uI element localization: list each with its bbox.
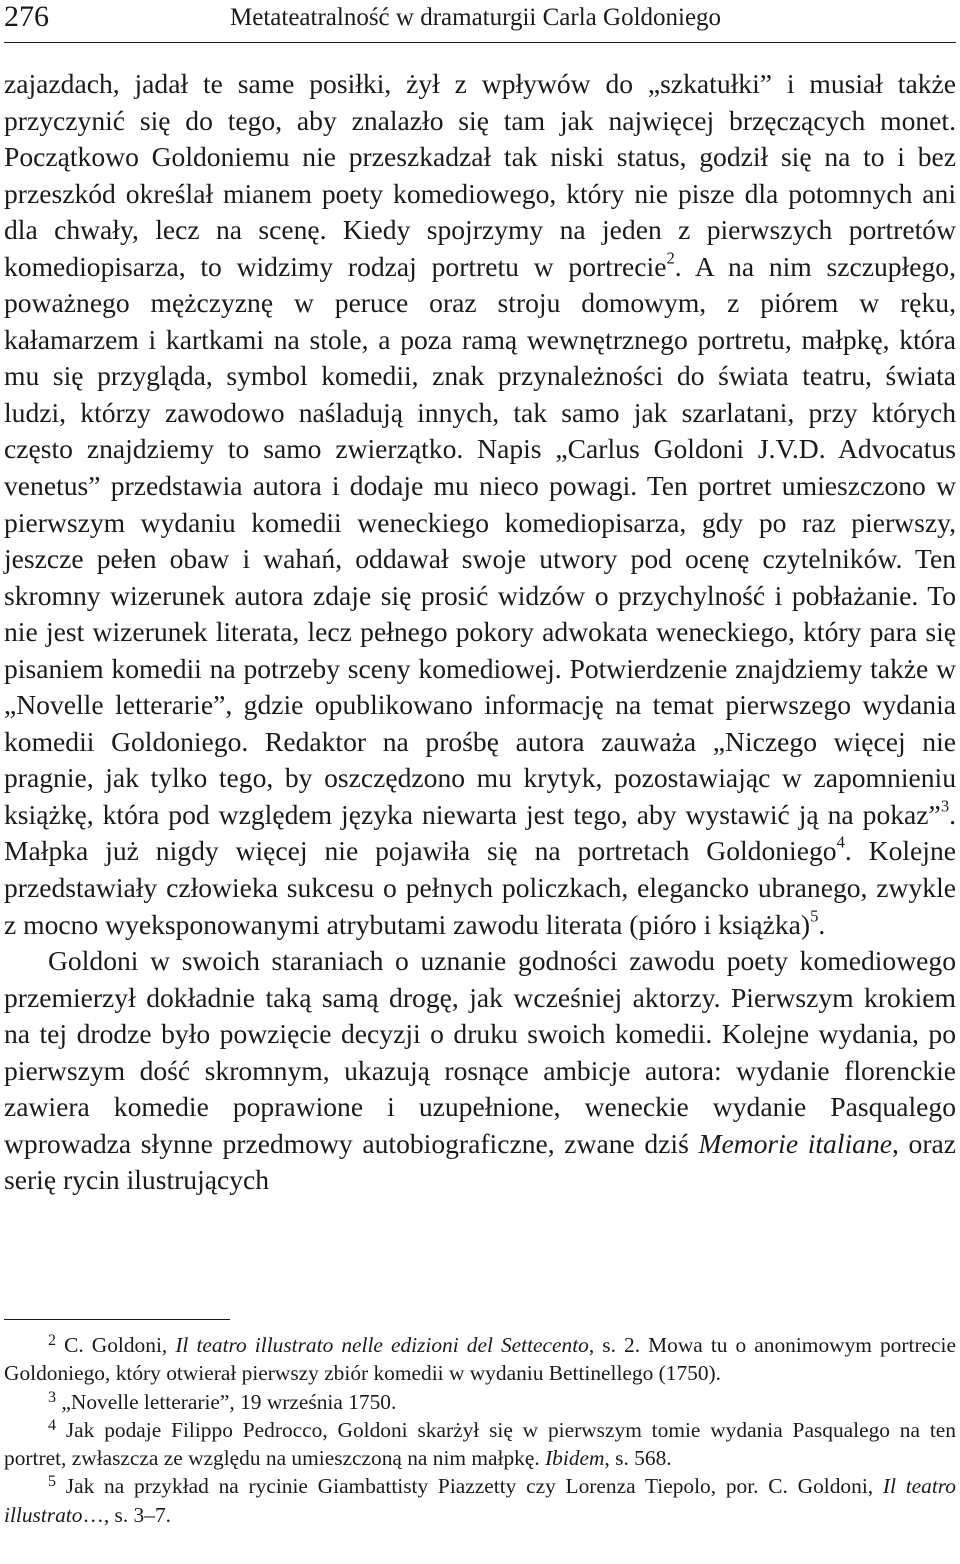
footnote-text: Jak na przykład na rycinie Giambattisty Piazzetty czy Lorenza Tiepolo, por. C. Goldoni, (65, 1474, 883, 1499)
italic-title: Il teatro illustrato (4, 1474, 956, 1527)
footnote-ref: 3 (940, 796, 950, 816)
footnote-text: Jak podaje Filippo Pedrocco, Goldoni skarżył się w pierwszym tomie wydania Pasqualego na ten portret, zwłaszcza ze względu na umieszczoną na nim małpkę. (4, 1417, 956, 1471)
footnote (4, 1416, 956, 1473)
paragraph (4, 66, 956, 943)
footnotes (4, 1331, 956, 1529)
italic-title: Ibidem (545, 1446, 605, 1471)
footnote-text: C. Goldoni, (64, 1333, 176, 1357)
paragraph-text: . A na nim szczupłego, poważnego mężczyznę w peruce oraz stroju domowym, z piórem w ręku, kałamarzem i kartkami na stole, a poza ramą wewnętrznego portretu, małpkę, która mu się przygląda, symbol komedii, znak przynależności do świata teatru, świata ludzi, którzy zawodowo naśladują innych, tak samo jak szarlatani, przy których często znajdziemy to samo zwierzątko. Napis „Carlus Goldoni J.V.D. Advocatus venetus” przedstawia autora i dodaje mu nieco powagi. Ten portret umieszczono w pierwszym wydaniu komedii weneckiego komediopisarza, gdy po raz pierwszy, jeszcze pełen obaw i wahań, oddawał swoje utwory pod ocenę czytelników. Ten skromny wizerunek autora zdaje się prosić widzów o przychylność i pobłażanie. To nie jest wizerunek literata, lecz pełnego pokory adwokata weneckiego, który para się pisaniem komedii na potrzeby sceny komediowej. Potwierdzenie znajdziemy także w „Novelle letterarie”, gdzie opublikowano informację na temat pierwszego wydania komedii Goldoniego. Redaktor na prośbę autora zauważa „Niczego więcej nie pragnie, jak tylko tego, by oszczędzono mu krytyk, pozostawiając w zapomnieniu książkę, która pod względem języka niewarta jest tego, aby wystawić ją na pokaz” (4, 250, 956, 830)
header-rule (4, 42, 956, 43)
main-text (4, 66, 956, 1199)
footnote (4, 1472, 956, 1529)
footnote-text: , s. 568. (604, 1446, 672, 1471)
footnote-ref: 5 (810, 906, 819, 926)
paragraph-text: . (818, 908, 826, 940)
footnote (4, 1388, 956, 1416)
footnote-ref: 4 (836, 833, 845, 853)
footnote-number: 5 (48, 1473, 57, 1491)
footnote-rule (4, 1319, 230, 1320)
paragraph-text: zajazdach, jadał te same posiłki, żył z wpływów do „szkatułki” i musiał także przyczynić się do tego, aby znalazło się tam jak najwięcej brzęczących monet. Początkowo Goldoniemu nie przeszkadzał tak niski status, godził się na to i bez przeszkód określał mianem poety komediowego, który nie pisze dla potomnych ani dla chwały, lecz na scenę. Kiedy spojrzymy na jeden z pierwszych portretów komediopisarza, to widzimy rodzaj portretu w portrecie (4, 68, 956, 282)
footnote-number: 2 (48, 1331, 57, 1349)
paragraph-text: Goldoni w swoich staraniach o uznanie godności zawodu poety komediowego przemierzył dokładnie taką samą drogę, jak wcześniej aktorzy. Pierwszym krokiem na tej drodze było powzięcie decyzji o druku swoich komedii. Kolejne wydania, po pierwszym dość skromnym, ukazują rosnące ambicje autora: wydanie florenckie zawiera komedie poprawione i uzupełnione, weneckie wydanie Pasqualego wprowadza słynne przedmowy autobiograficzne, zwane dziś (4, 945, 956, 1159)
footnote (4, 1331, 956, 1388)
footnote-number: 3 (48, 1388, 57, 1406)
footnote-text: „Novelle letterarie”, 19 września 1750. (61, 1389, 397, 1414)
footnote-number: 4 (48, 1416, 57, 1434)
paragraph (4, 943, 956, 1199)
italic-title: Il teatro illustrato nelle edizioni del Settecento (175, 1333, 589, 1357)
paragraph-text: . Małpka już nigdy więcej nie pojawiła się na portretach Goldoniego (4, 798, 956, 867)
paragraph-text: , oraz serię rycin ilustrujących (4, 1127, 957, 1196)
footnote-ref: 2 (666, 248, 675, 268)
italic-title: Memorie italiane (698, 1127, 892, 1159)
paragraph-text: . Kolejne przedstawiały człowieka sukcesu o pełnych policzkach, elegancko ubranego, zwykle z mocno wyeksponowanymi atrybutami zawodu literata (pióro i książka) (4, 835, 956, 940)
running-title: Metateatralność w dramaturgii Carla Goldoniego (230, 4, 722, 31)
footnote-text: …, s. 3–7. (82, 1502, 171, 1527)
footnote-text: , s. 2. Mowa tu o anonimowym portrecie Goldoniego, który otwierał pierwszy zbiór komedii w wydaniu Bettinellego (1750). (4, 1333, 956, 1386)
running-head (0, 0, 960, 34)
page-number: 276 (4, 0, 49, 33)
